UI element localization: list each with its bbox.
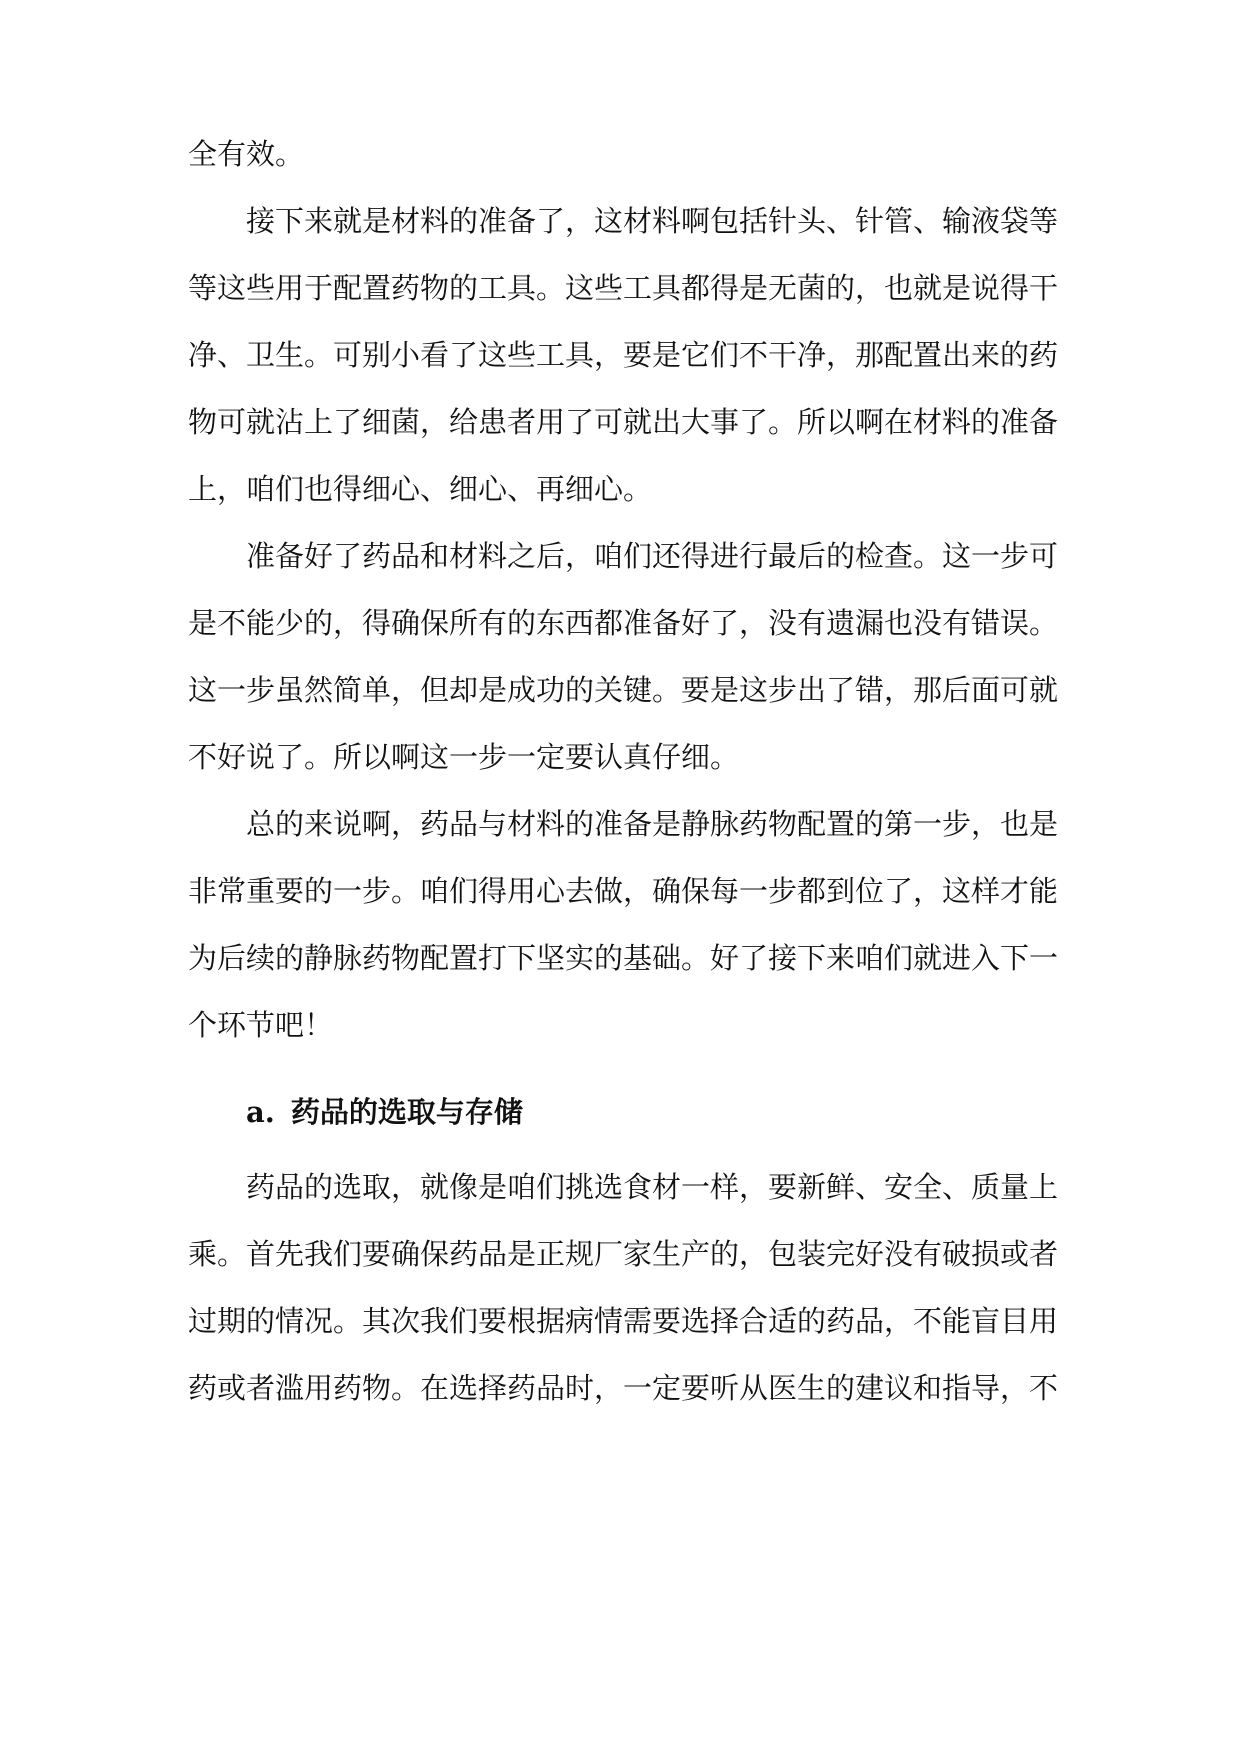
text-line: 这一步虽然简单，但却是成功的关键。要是这步出了错，那后面可就 (188, 673, 1059, 707)
text-line: 乘。首先我们要确保药品是正规厂家生产的，包装完好没有破损或者 (188, 1237, 1059, 1271)
text-line: 是不能少的，得确保所有的东西都准备好了，没有遗漏也没有错误。 (188, 606, 1059, 640)
section-heading (246, 1092, 523, 1132)
text-line: 药或者滥用药物。在选择药品时，一定要听从医生的建议和指导，不 (188, 1371, 1059, 1405)
text-line: 准备好了药品和材料之后，咱们还得进行最后的检查。这一步可 (246, 539, 1059, 573)
text-line: 不好说了。所以啊这一步一定要认真仔细。 (188, 740, 740, 774)
text-line: 过期的情况。其次我们要根据病情需要选择合适的药品，不能盲目用 (188, 1304, 1059, 1338)
text-line: 个环节吧！ (188, 1008, 334, 1042)
text-line: 等这些用于配置药物的工具。这些工具都得是无菌的，也就是说得干 (188, 271, 1059, 305)
text-line: 药品的选取，就像是咱们挑选食材一样，要新鲜、安全、质量上 (246, 1170, 1059, 1204)
text-line: 接下来就是材料的准备了，这材料啊包括针头、针管、输液袋等 (246, 204, 1059, 238)
section-title: 药品的选取与存储 (290, 1095, 523, 1129)
text-line: 非常重要的一步。咱们得用心去做，确保每一步都到位了，这样才能 (188, 874, 1059, 908)
text-line: 总的来说啊，药品与材料的准备是静脉药物配置的第一步，也是 (246, 807, 1059, 841)
section-label: a. (246, 1095, 275, 1129)
text-line: 上，咱们也得细心、细心、再细心。 (188, 472, 653, 506)
text-line: 全有效。 (188, 137, 305, 171)
text-line: 物可就沾上了细菌，给患者用了可就出大事了。所以啊在材料的准备 (188, 405, 1059, 439)
text-line: 为后续的静脉药物配置打下坚实的基础。好了接下来咱们就进入下一 (188, 941, 1059, 975)
text-line: 净、卫生。可别小看了这些工具，要是它们不干净，那配置出来的药 (188, 338, 1059, 372)
